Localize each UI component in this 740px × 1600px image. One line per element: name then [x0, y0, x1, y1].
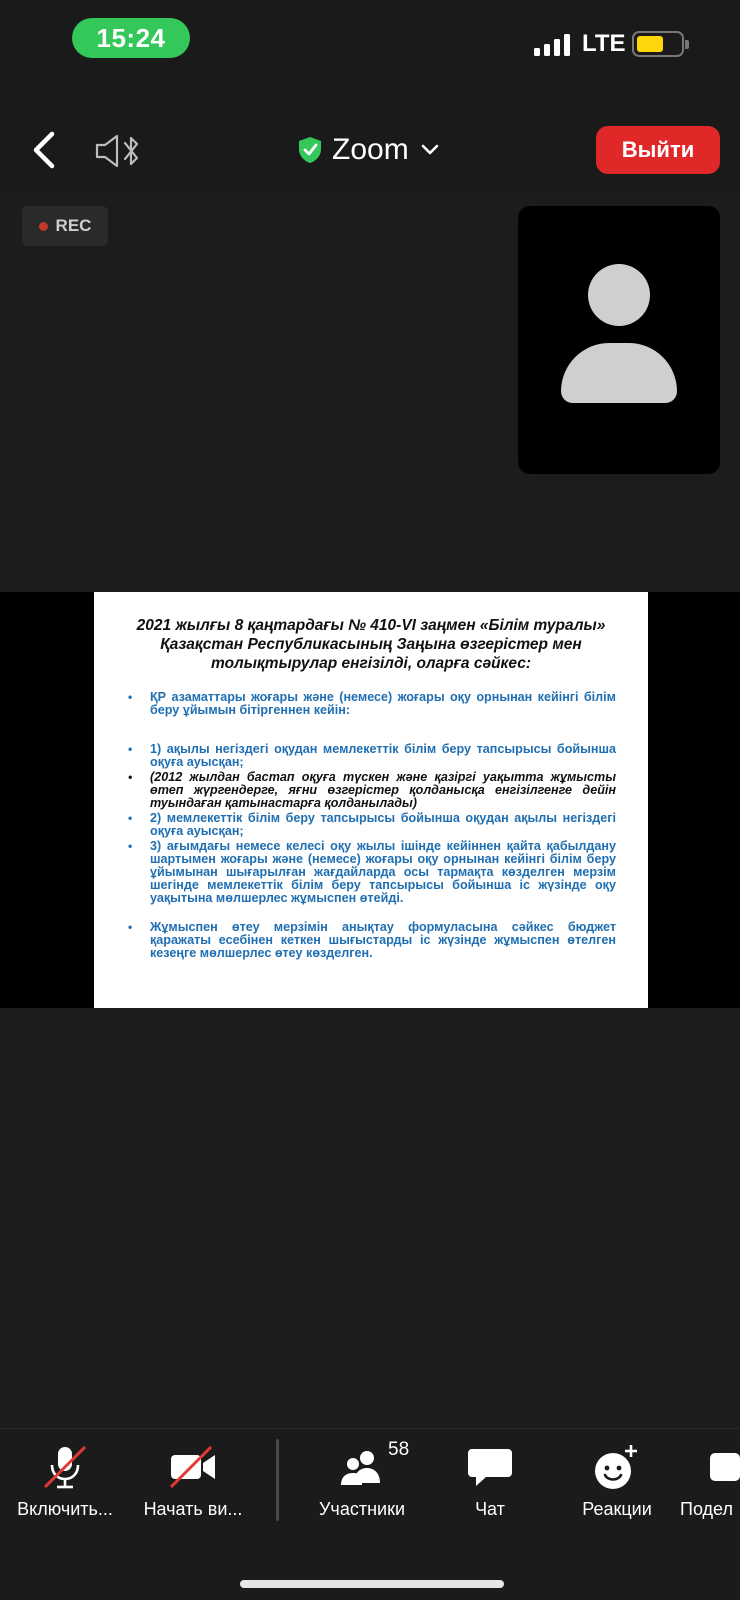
- mic-muted-icon: [41, 1443, 89, 1491]
- chat-label: Чат: [475, 1499, 505, 1519]
- chat-icon: [466, 1443, 514, 1491]
- slide-bullet: • 2) мемлекеттік білім беру тапсырысы бойынша оқудан ақылы негіздегі оқуға ауысқан;: [126, 812, 616, 838]
- chat-button[interactable]: [425, 1443, 555, 1520]
- recording-label: REC: [55, 216, 92, 235]
- slide-bullet: • (2012 жылдан бастап оқуға түскен және қазіргі уақытта жұмысты өтеп жүргендерге, яғни өзгерістер қолданысқа енгізілгенге дейін туындаған қатынастарға қолданылады): [126, 771, 616, 810]
- toolbar-divider: [276, 1439, 279, 1521]
- reactions-icon: [591, 1443, 643, 1491]
- record-dot-icon: [39, 222, 48, 231]
- participant-video-tile[interactable]: [518, 206, 720, 474]
- participants-label: Участники: [319, 1499, 405, 1519]
- participants-icon: [336, 1443, 388, 1491]
- slide-bullets: [126, 691, 616, 960]
- home-indicator[interactable]: [240, 1580, 504, 1588]
- meeting-content: [0, 192, 740, 1428]
- meeting-title: Zoom: [332, 133, 409, 166]
- meeting-title-dropdown[interactable]: [298, 130, 439, 170]
- reactions-button[interactable]: [552, 1443, 682, 1520]
- avatar-head: [588, 264, 650, 326]
- shield-check-icon: [298, 136, 322, 164]
- back-icon[interactable]: [30, 130, 60, 170]
- network-label: LTE: [582, 30, 626, 57]
- avatar-body: [561, 343, 677, 403]
- start-video-button[interactable]: [128, 1443, 258, 1520]
- meeting-top-bar: [0, 112, 740, 188]
- share-icon: [706, 1443, 740, 1491]
- video-off-icon: [167, 1443, 219, 1491]
- share-button[interactable]: [680, 1443, 740, 1520]
- recording-indicator: [22, 206, 108, 246]
- chevron-down-icon: [421, 144, 439, 156]
- presentation-slide: [94, 592, 648, 1008]
- participants-count: 58: [388, 1439, 410, 1460]
- unmute-button[interactable]: [0, 1443, 130, 1520]
- leave-button[interactable]: Выйти: [596, 126, 720, 174]
- shared-screen[interactable]: [0, 592, 740, 1008]
- status-time: 15:24: [72, 18, 190, 58]
- unmute-label: Включить...: [17, 1499, 113, 1519]
- bluetooth-speaker-icon[interactable]: [95, 132, 145, 170]
- meeting-toolbar: [0, 1428, 740, 1600]
- signal-icon: [534, 32, 574, 56]
- slide-bullet: • ҚР азаматтары жоғары және (немесе) жоғары оқу орнынан кейінгі білім беру ұйымын бітіргеннен кейін:: [126, 691, 616, 717]
- status-bar: [0, 0, 740, 80]
- slide-bullet: • 1) ақылы негіздегі оқудан мемлекеттік білім беру тапсырысы бойынша оқуға ауысқан;: [126, 743, 616, 769]
- slide-bullet: • 3) ағымдағы немесе келесі оқу жылы ішінде кейіннен қайта қабылдану шартымен жоғары және (немесе) жоғары оқу орнынан кейінгі білім беру ұйымынан шығарылған жағдайларда осы тармақта көзделген мерзім шегінде мемлекеттік білім беру тапсырысы бойынша іс жүзінде оқу уақытына мөлшерлес жұмыспен өтейді.: [126, 840, 616, 905]
- share-label: Подел: [680, 1499, 733, 1519]
- start-video-label: Начать ви...: [143, 1499, 243, 1519]
- battery-icon: [632, 31, 684, 57]
- reactions-label: Реакции: [582, 1499, 652, 1519]
- slide-title: 2021 жылғы 8 қаңтардағы № 410-VI заңмен «Білім туралы» Қазақстан Республикасының Заңына өзгерістер мен толықтырулар енгізілді, оларға сәйкес:: [136, 617, 606, 672]
- slide-bullet: • Жұмыспен өтеу мерзімін анықтау формуласына сәйкес бюджет қаражаты есебінен кеткен шығыстарды іс жүзінде жұмыспен өтелген кезеңге мөлшерлес өтеу көзделген.: [126, 921, 616, 960]
